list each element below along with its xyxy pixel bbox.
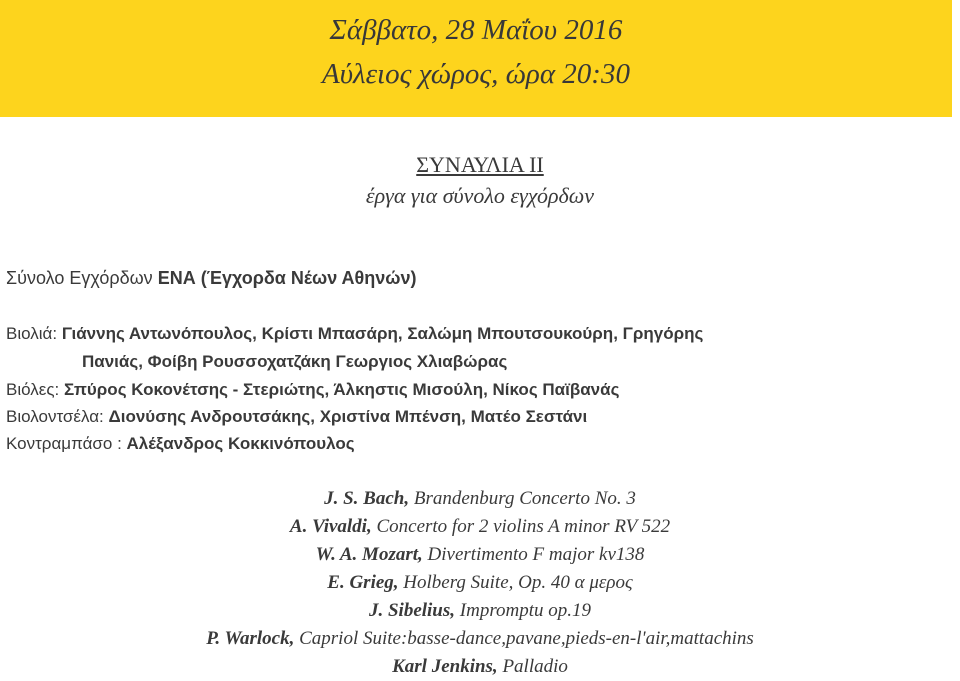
roster-cellos [6, 403, 926, 431]
program-item [0, 485, 960, 513]
roster-violas [6, 376, 926, 404]
program-composer: E. Grieg, [327, 572, 399, 593]
viola-names: Σπύρος Κοκονέτσης - Στεριώτης, Άλκηστις Μισούλη, Νίκος Παϊβανάς [63, 380, 620, 399]
program-item [0, 625, 960, 653]
ensemble-name: ΕΝΑ (Έγχορδα Νέων Αθηνών) [157, 268, 417, 288]
program-composer: A. Vivaldi, [289, 516, 372, 537]
concert-title: ΣΥΝΑΥΛΙΑ ΙΙ [416, 152, 544, 177]
program-item [0, 653, 960, 681]
program-item [0, 513, 960, 541]
program-item [0, 597, 960, 625]
program-work: Holberg Suite, Op. 40 α μερος [398, 572, 633, 593]
cello-label: Βιολοντσέλα: [6, 407, 109, 426]
program-list [0, 485, 960, 681]
cello-names: Διονύσης Ανδρουτσάκης, Χριστίνα Μπένση, Ματέο Σεστάνι [108, 407, 588, 426]
program-composer: P. Warlock, [206, 628, 295, 649]
roster-violins [6, 320, 926, 348]
program-work: Palladio [497, 656, 568, 677]
concert-subtitle: έργα για σύνολο εγχόρδων [365, 183, 595, 208]
ensemble-line [6, 268, 417, 289]
program-work: Concerto for 2 violins A minor RV 522 [371, 516, 671, 537]
roster-violins-cont [82, 348, 960, 376]
program-work: Capriol Suite:basse-dance,pavane,pieds-en-l'air,mattachins [294, 628, 754, 649]
concert-date: Σάββατο, 28 Μαΐου 2016 [329, 14, 623, 46]
program-item [0, 569, 960, 597]
bass-label: Κοντραμπάσο : [6, 434, 127, 453]
violin-names-1: Γιάννης Αντωνόπουλος, Κρίστι Μπασάρη, Σαλώμη Μπουτσουκούρη, Γρηγόρης [61, 324, 704, 343]
program-work: Brandenburg Concerto No. 3 [409, 488, 636, 509]
program-work: Impromptu op.19 [455, 600, 592, 621]
header-banner [0, 0, 952, 117]
program-composer: J. Sibelius, [368, 600, 456, 621]
violin-names-2: Πανιάς, Φοίβη Ρουσσοχατζάκη Γεωργιος Χλιαβώρας [82, 352, 508, 371]
program-composer: J. S. Bach, [324, 488, 410, 509]
program-composer: W. A. Mozart, [315, 544, 423, 565]
ensemble-prefix: Σύνολο Εγχόρδων [6, 268, 158, 288]
program-composer: Karl Jenkins, [392, 656, 498, 677]
viola-label: Βιόλες: [6, 380, 64, 399]
program-item [0, 541, 960, 569]
violin-label: Βιολιά: [6, 324, 62, 343]
bass-names: Αλέξανδρος Κοκκινόπουλος [126, 434, 355, 453]
concert-venue: Αύλειος χώρος, ώρα 20:30 [322, 58, 630, 90]
roster-bass [6, 430, 926, 458]
program-work: Divertimento F major kv138 [422, 544, 645, 565]
